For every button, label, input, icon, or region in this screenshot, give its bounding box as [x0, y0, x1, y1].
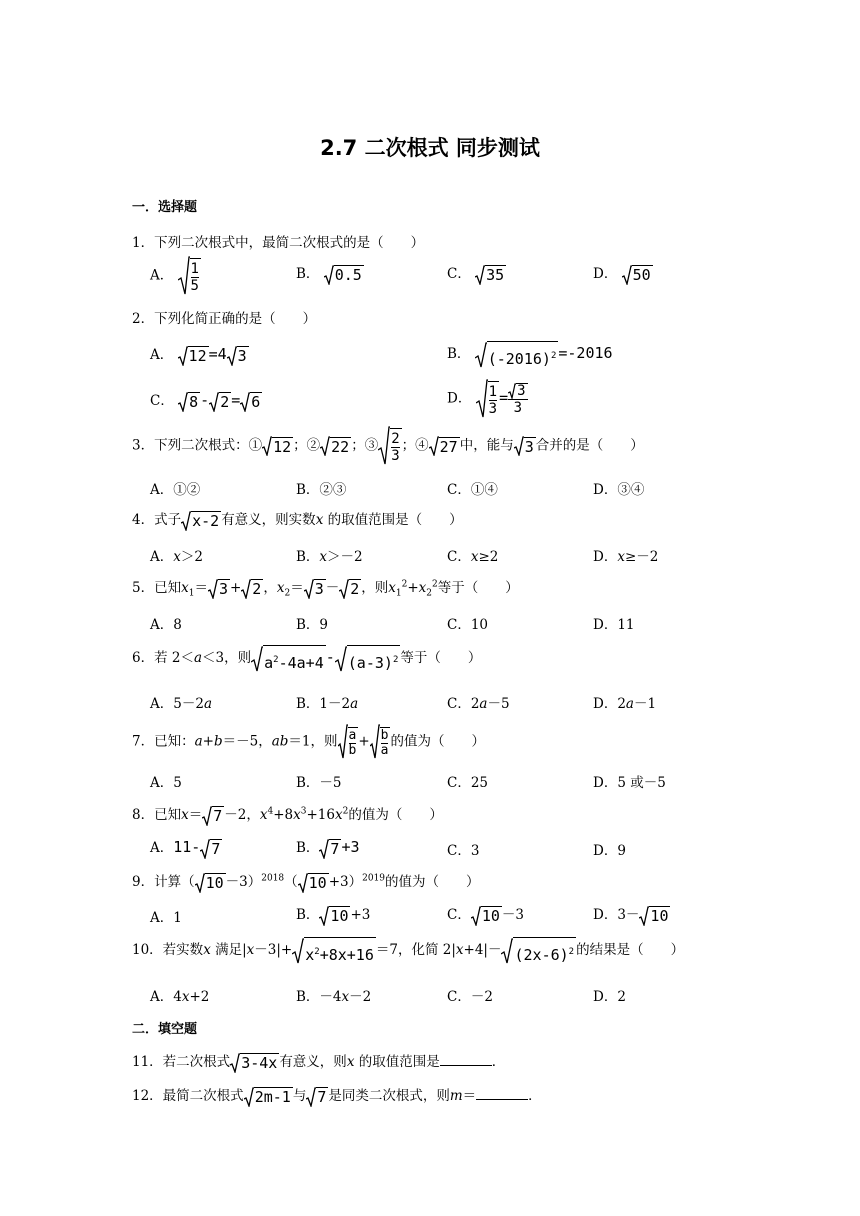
square-root-expression: 7: [202, 806, 224, 826]
question-2-option-a: A． 12 =4 3: [150, 345, 247, 365]
question-5-option-d: D．11: [593, 617, 635, 633]
question-3-stem: 3．下列二次根式：① 12 ；② 22 ；③ $\frac{2}{3}$ ；④ 27 中，能与 3 合并的是（ ）: [132, 426, 644, 466]
square-root-expression: 35: [475, 265, 506, 285]
question-9-stem: 9．计算（ 10 －3）$^{2018}$（ 10 +3）$^{2019}$的值为（ ）: [132, 873, 480, 892]
square-root-expression: 7: [200, 839, 222, 859]
section-heading-choice: 一．选择题: [132, 200, 198, 215]
question-6-stem: 6．若 2＜a＜3，则 $a^2-4a+4$ - $(a-3)^2$ 等于（ ）: [132, 645, 481, 672]
question-6-option-a: A．5－2a: [150, 696, 212, 712]
square-root-expression: $(a-3)^2$: [335, 645, 401, 672]
square-root-expression: 12: [262, 436, 293, 456]
question-3-option-a: A．①②: [150, 482, 201, 498]
square-root-expression: 3: [514, 436, 536, 456]
square-root-expression: 0.5: [324, 265, 364, 285]
question-1-option-c: C． 35: [447, 266, 505, 284]
question-10-option-a: A．4x+2: [150, 989, 210, 1005]
question-4-option-d: D．x≥－2: [593, 549, 659, 565]
question-5-option-a: A．8: [150, 617, 182, 633]
square-root-expression: 3: [304, 579, 326, 599]
square-root-expression: 7: [306, 1087, 328, 1107]
question-9-option-a: A．1: [150, 910, 182, 926]
square-root-expression: 12: [178, 346, 209, 366]
question-9-option-c: C． 10 －3: [447, 907, 524, 925]
question-1-option-a: A． $\frac{1}{5}$: [150, 256, 201, 296]
question-7-stem: 7．已知：a+b＝－5，ab＝1，则 $\frac{a}{b}$ + $\frac{b}{a}$ 的值为（ ）: [132, 724, 485, 760]
question-9-option-b: B． 10 +3: [296, 907, 371, 925]
square-root-expression: $\frac{2}{3}$: [378, 426, 401, 466]
square-root-expression: 22: [320, 436, 351, 456]
square-root-expression: $\frac{a}{b}$: [338, 724, 359, 760]
question-6-option-d: D．2a－1: [593, 696, 657, 712]
question-2-option-d: D． $\frac{1}{3}$ = $\frac{3}{3}$: [447, 379, 528, 419]
square-root-expression: 3-4x: [230, 1053, 279, 1073]
square-root-expression: 2: [339, 579, 361, 599]
question-2-option-b: B． $(-2016)^2$ =-2016: [447, 341, 613, 368]
sqrt-fraction: $\frac{1}{5}$: [178, 256, 201, 296]
question-9-option-d: D．3－ 10: [593, 907, 669, 925]
question-3-option-b: B．②③: [296, 482, 347, 498]
question-7-option-d: D．5 或－5: [593, 775, 666, 791]
question-1-stem: 1．下列二次根式中，最简二次根式的是（ ）: [132, 235, 425, 251]
question-4-option-b: B．x＞－2: [296, 549, 363, 565]
question-6-option-c: C．2a－5: [447, 696, 510, 712]
square-root-expression: $(-2016)^2$: [475, 341, 559, 368]
question-10-option-c: C．－2: [447, 989, 493, 1005]
question-8-option-c: C．3: [447, 843, 480, 859]
square-root-expression: x-2: [181, 511, 221, 531]
square-root-expression: 3: [208, 579, 230, 599]
question-12-stem: 12．最简二次根式 2m-1 与 7 是同类二次根式，则m＝ ．: [132, 1088, 542, 1106]
question-2-stem: 2．下列化简正确的是（ ）: [132, 311, 317, 327]
square-root-expression: 3: [227, 346, 249, 366]
square-root-expression: $x^2+8x+16$: [292, 937, 376, 964]
answer-blank[interactable]: [440, 1053, 492, 1066]
page-title: 2.7 二次根式 同步测试: [320, 136, 540, 160]
question-8-stem: 8．已知x＝ 7 －2，$x^4+8x^3+16x^2$的值为（ ）: [132, 806, 443, 825]
question-6-option-b: B．1－2a: [296, 696, 359, 712]
square-root-expression: 10: [298, 873, 329, 893]
square-root-expression: 2: [209, 392, 231, 412]
square-root-expression: 10: [471, 906, 502, 926]
question-10-option-b: B．－4x－2: [296, 989, 372, 1005]
square-root-expression: 10: [319, 906, 350, 926]
question-5-stem: 5．已知$x_1=$ 3 + 2 ，$x_2=$ 3 － 2 ，则$x_1^2+x_2^2$等于（ ）: [132, 579, 519, 599]
question-1-option-b: B． 0.5: [296, 266, 362, 284]
square-root-expression: $\frac{b}{a}$: [370, 724, 391, 760]
square-root-expression: $\frac{1}{3}$: [476, 379, 499, 419]
square-root-expression: 8: [178, 392, 200, 412]
square-root-expression: 10: [639, 906, 670, 926]
question-7-option-c: C．25: [447, 775, 489, 791]
square-root-expression: 27: [429, 436, 460, 456]
question-2-option-c: C． 8 - 2 = 6: [150, 391, 261, 411]
question-4-option-a: A．x＞2: [150, 549, 203, 565]
question-3-option-d: D．③④: [593, 482, 645, 498]
question-5-option-b: B．9: [296, 617, 329, 633]
question-5-option-c: C．10: [447, 617, 489, 633]
question-7-option-a: A．5: [150, 775, 182, 791]
section-heading-fill: 二．填空题: [132, 1022, 198, 1037]
square-root-expression: 6: [240, 392, 262, 412]
answer-blank[interactable]: [476, 1087, 528, 1100]
question-8-option-a: A．11- 7: [150, 838, 221, 858]
square-root-expression: $(2x-6)^2$: [501, 937, 576, 964]
question-1-option-d: D． 50: [593, 266, 651, 284]
question-4-option-c: C．x≥2: [447, 549, 499, 565]
square-root-expression: $a^2-4a+4$: [251, 645, 326, 672]
question-3-option-c: C．①④: [447, 482, 498, 498]
question-10-stem: 10．若实数x 满足|x－3|+ $x^2+8x+16$ ＝7，化简 2|x+4|－ $(2x-6)^2$ 的结果是（ ）: [132, 937, 684, 964]
square-root-expression: 3: [508, 383, 527, 399]
square-root-expression: 2: [241, 579, 263, 599]
question-4-stem: 4．式子 x-2 有意义，则实数x 的取值范围是（ ）: [132, 512, 463, 530]
question-8-option-b: B． 7 +3: [296, 838, 360, 858]
square-root-expression: 7: [319, 839, 341, 859]
question-10-option-d: D．2: [593, 989, 626, 1005]
question-7-option-b: B．－5: [296, 775, 342, 791]
question-11-stem: 11．若二次根式 3-4x 有意义，则x 的取值范围是 ．: [132, 1054, 506, 1072]
square-root-expression: 10: [195, 873, 226, 893]
question-8-option-d: D．9: [593, 843, 626, 859]
square-root-expression: 2m-1: [244, 1087, 293, 1107]
square-root-expression: 50: [622, 265, 653, 285]
